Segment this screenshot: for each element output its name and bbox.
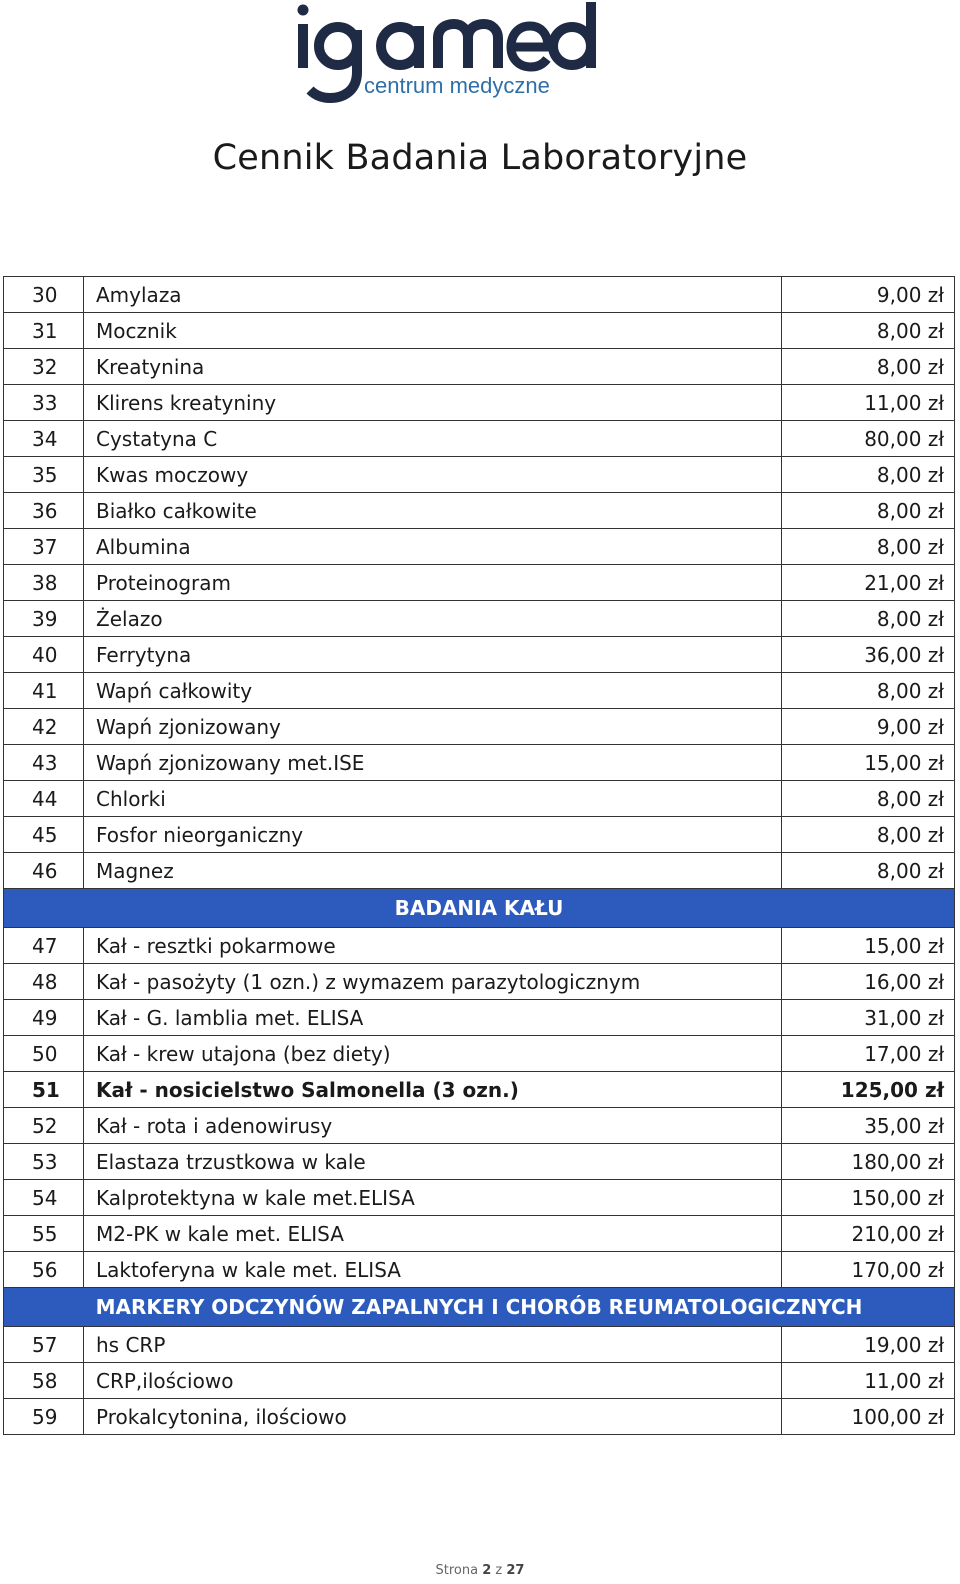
test-price: 8,00 zł [782, 853, 955, 889]
footer-page-number: 2 [482, 1563, 492, 1578]
test-price: 8,00 zł [782, 493, 955, 529]
test-name: Ferrytyna [84, 637, 782, 673]
test-price: 15,00 zł [782, 928, 955, 964]
row-number: 42 [4, 709, 84, 745]
test-price: 8,00 zł [782, 781, 955, 817]
row-number: 35 [4, 457, 84, 493]
row-number: 56 [4, 1252, 84, 1288]
table-row [4, 1144, 955, 1180]
row-number: 31 [4, 313, 84, 349]
test-price: 11,00 zł [782, 385, 955, 421]
test-name: Cystatyna C [84, 421, 782, 457]
svg-text:centrum medyczne: centrum medyczne [364, 73, 550, 98]
test-name: Wapń zjonizowany met.ISE [84, 745, 782, 781]
test-name: hs CRP [84, 1327, 782, 1363]
test-name: Kał - krew utajona (bez diety) [84, 1036, 782, 1072]
test-name: Kał - G. lamblia met. ELISA [84, 1000, 782, 1036]
table-row [4, 565, 955, 601]
row-number: 39 [4, 601, 84, 637]
test-price: 8,00 zł [782, 601, 955, 637]
test-name: M2-PK w kale met. ELISA [84, 1216, 782, 1252]
test-name: Albumina [84, 529, 782, 565]
footer-prefix: Strona [435, 1563, 479, 1578]
table-row [4, 1180, 955, 1216]
section-title: BADANIA KAŁU [4, 889, 955, 928]
page-footer [0, 1563, 960, 1578]
row-number: 48 [4, 964, 84, 1000]
row-number: 58 [4, 1363, 84, 1399]
test-name: CRP,ilościowo [84, 1363, 782, 1399]
test-price: 19,00 zł [782, 1327, 955, 1363]
test-name: Białko całkowite [84, 493, 782, 529]
test-price: 31,00 zł [782, 1000, 955, 1036]
footer-separator: z [495, 1563, 503, 1578]
table-row [4, 1000, 955, 1036]
test-name: Żelazo [84, 601, 782, 637]
table-row [4, 601, 955, 637]
table-row [4, 637, 955, 673]
test-price: 8,00 zł [782, 313, 955, 349]
table-row [4, 529, 955, 565]
table-row [4, 1252, 955, 1288]
row-number: 52 [4, 1108, 84, 1144]
test-name: Kalprotektyna w kale met.ELISA [84, 1180, 782, 1216]
test-name: Laktoferyna w kale met. ELISA [84, 1252, 782, 1288]
test-name: Fosfor nieorganiczny [84, 817, 782, 853]
test-name: Kał - rota i adenowirusy [84, 1108, 782, 1144]
table-row [4, 781, 955, 817]
test-name: Prokalcytonina, ilościowo [84, 1399, 782, 1435]
test-price: 8,00 zł [782, 457, 955, 493]
section-header-inflammation-markers [4, 1288, 955, 1327]
table-row [4, 1363, 955, 1399]
test-price: 180,00 zł [782, 1144, 955, 1180]
test-name: Elastaza trzustkowa w kale [84, 1144, 782, 1180]
row-number: 36 [4, 493, 84, 529]
test-name: Magnez [84, 853, 782, 889]
table-row [4, 457, 955, 493]
table-row [4, 421, 955, 457]
test-price: 8,00 zł [782, 529, 955, 565]
test-price: 170,00 zł [782, 1252, 955, 1288]
logo [0, 0, 960, 110]
row-number: 51 [4, 1072, 84, 1108]
table-row [4, 1216, 955, 1252]
section-title: MARKERY ODCZYNÓW ZAPALNYCH I CHORÓB REUMATOLOGICZNYCH [4, 1288, 955, 1327]
table-row [4, 385, 955, 421]
row-number: 33 [4, 385, 84, 421]
test-name: Chlorki [84, 781, 782, 817]
table-row [4, 349, 955, 385]
table-row [4, 964, 955, 1000]
row-number: 49 [4, 1000, 84, 1036]
test-name: Kał - resztki pokarmowe [84, 928, 782, 964]
row-number: 50 [4, 1036, 84, 1072]
row-number: 30 [4, 277, 84, 313]
row-number: 55 [4, 1216, 84, 1252]
table-row [4, 1327, 955, 1363]
test-name: Kreatynina [84, 349, 782, 385]
row-number: 34 [4, 421, 84, 457]
page-title: Cennik Badania Laboratoryjne [212, 138, 748, 178]
test-price: 100,00 zł [782, 1399, 955, 1435]
table-row [4, 1036, 955, 1072]
table-row [4, 313, 955, 349]
test-price: 8,00 zł [782, 673, 955, 709]
row-number: 32 [4, 349, 84, 385]
table-row [4, 1399, 955, 1435]
test-price: 80,00 zł [782, 421, 955, 457]
row-number: 54 [4, 1180, 84, 1216]
row-number: 37 [4, 529, 84, 565]
row-number: 59 [4, 1399, 84, 1435]
test-name: Amylaza [84, 277, 782, 313]
price-table [3, 276, 955, 1435]
row-number: 46 [4, 853, 84, 889]
table-row [4, 277, 955, 313]
test-price: 35,00 zł [782, 1108, 955, 1144]
table-row [4, 493, 955, 529]
footer-page-total: 27 [506, 1563, 525, 1578]
test-name: Kał - pasożyty (1 ozn.) z wymazem parazytologicznym [84, 964, 782, 1000]
row-number: 47 [4, 928, 84, 964]
table-row [4, 1108, 955, 1144]
row-number: 38 [4, 565, 84, 601]
table-row [4, 745, 955, 781]
test-name: Kwas moczowy [84, 457, 782, 493]
table-row [4, 1072, 955, 1108]
row-number: 44 [4, 781, 84, 817]
test-price: 11,00 zł [782, 1363, 955, 1399]
row-number: 40 [4, 637, 84, 673]
test-price: 150,00 zł [782, 1180, 955, 1216]
row-number: 43 [4, 745, 84, 781]
row-number: 41 [4, 673, 84, 709]
test-price: 17,00 zł [782, 1036, 955, 1072]
test-name: Klirens kreatyniny [84, 385, 782, 421]
test-price: 8,00 zł [782, 817, 955, 853]
test-price: 9,00 zł [782, 709, 955, 745]
test-name: Kał - nosicielstwo Salmonella (3 ozn.) [84, 1072, 782, 1108]
table-row [4, 709, 955, 745]
test-name: Wapń całkowity [84, 673, 782, 709]
row-number: 45 [4, 817, 84, 853]
test-price: 8,00 zł [782, 349, 955, 385]
table-row [4, 928, 955, 964]
section-header-stool [4, 889, 955, 928]
test-price: 21,00 zł [782, 565, 955, 601]
test-price: 9,00 zł [782, 277, 955, 313]
test-name: Mocznik [84, 313, 782, 349]
table-row [4, 673, 955, 709]
test-name: Proteinogram [84, 565, 782, 601]
test-price: 125,00 zł [782, 1072, 955, 1108]
test-price: 36,00 zł [782, 637, 955, 673]
test-price: 210,00 zł [782, 1216, 955, 1252]
table-row [4, 853, 955, 889]
test-name: Wapń zjonizowany [84, 709, 782, 745]
igamed-logo-icon [290, 0, 610, 105]
row-number: 57 [4, 1327, 84, 1363]
row-number: 53 [4, 1144, 84, 1180]
test-price: 15,00 zł [782, 745, 955, 781]
table-row [4, 817, 955, 853]
test-price: 16,00 zł [782, 964, 955, 1000]
